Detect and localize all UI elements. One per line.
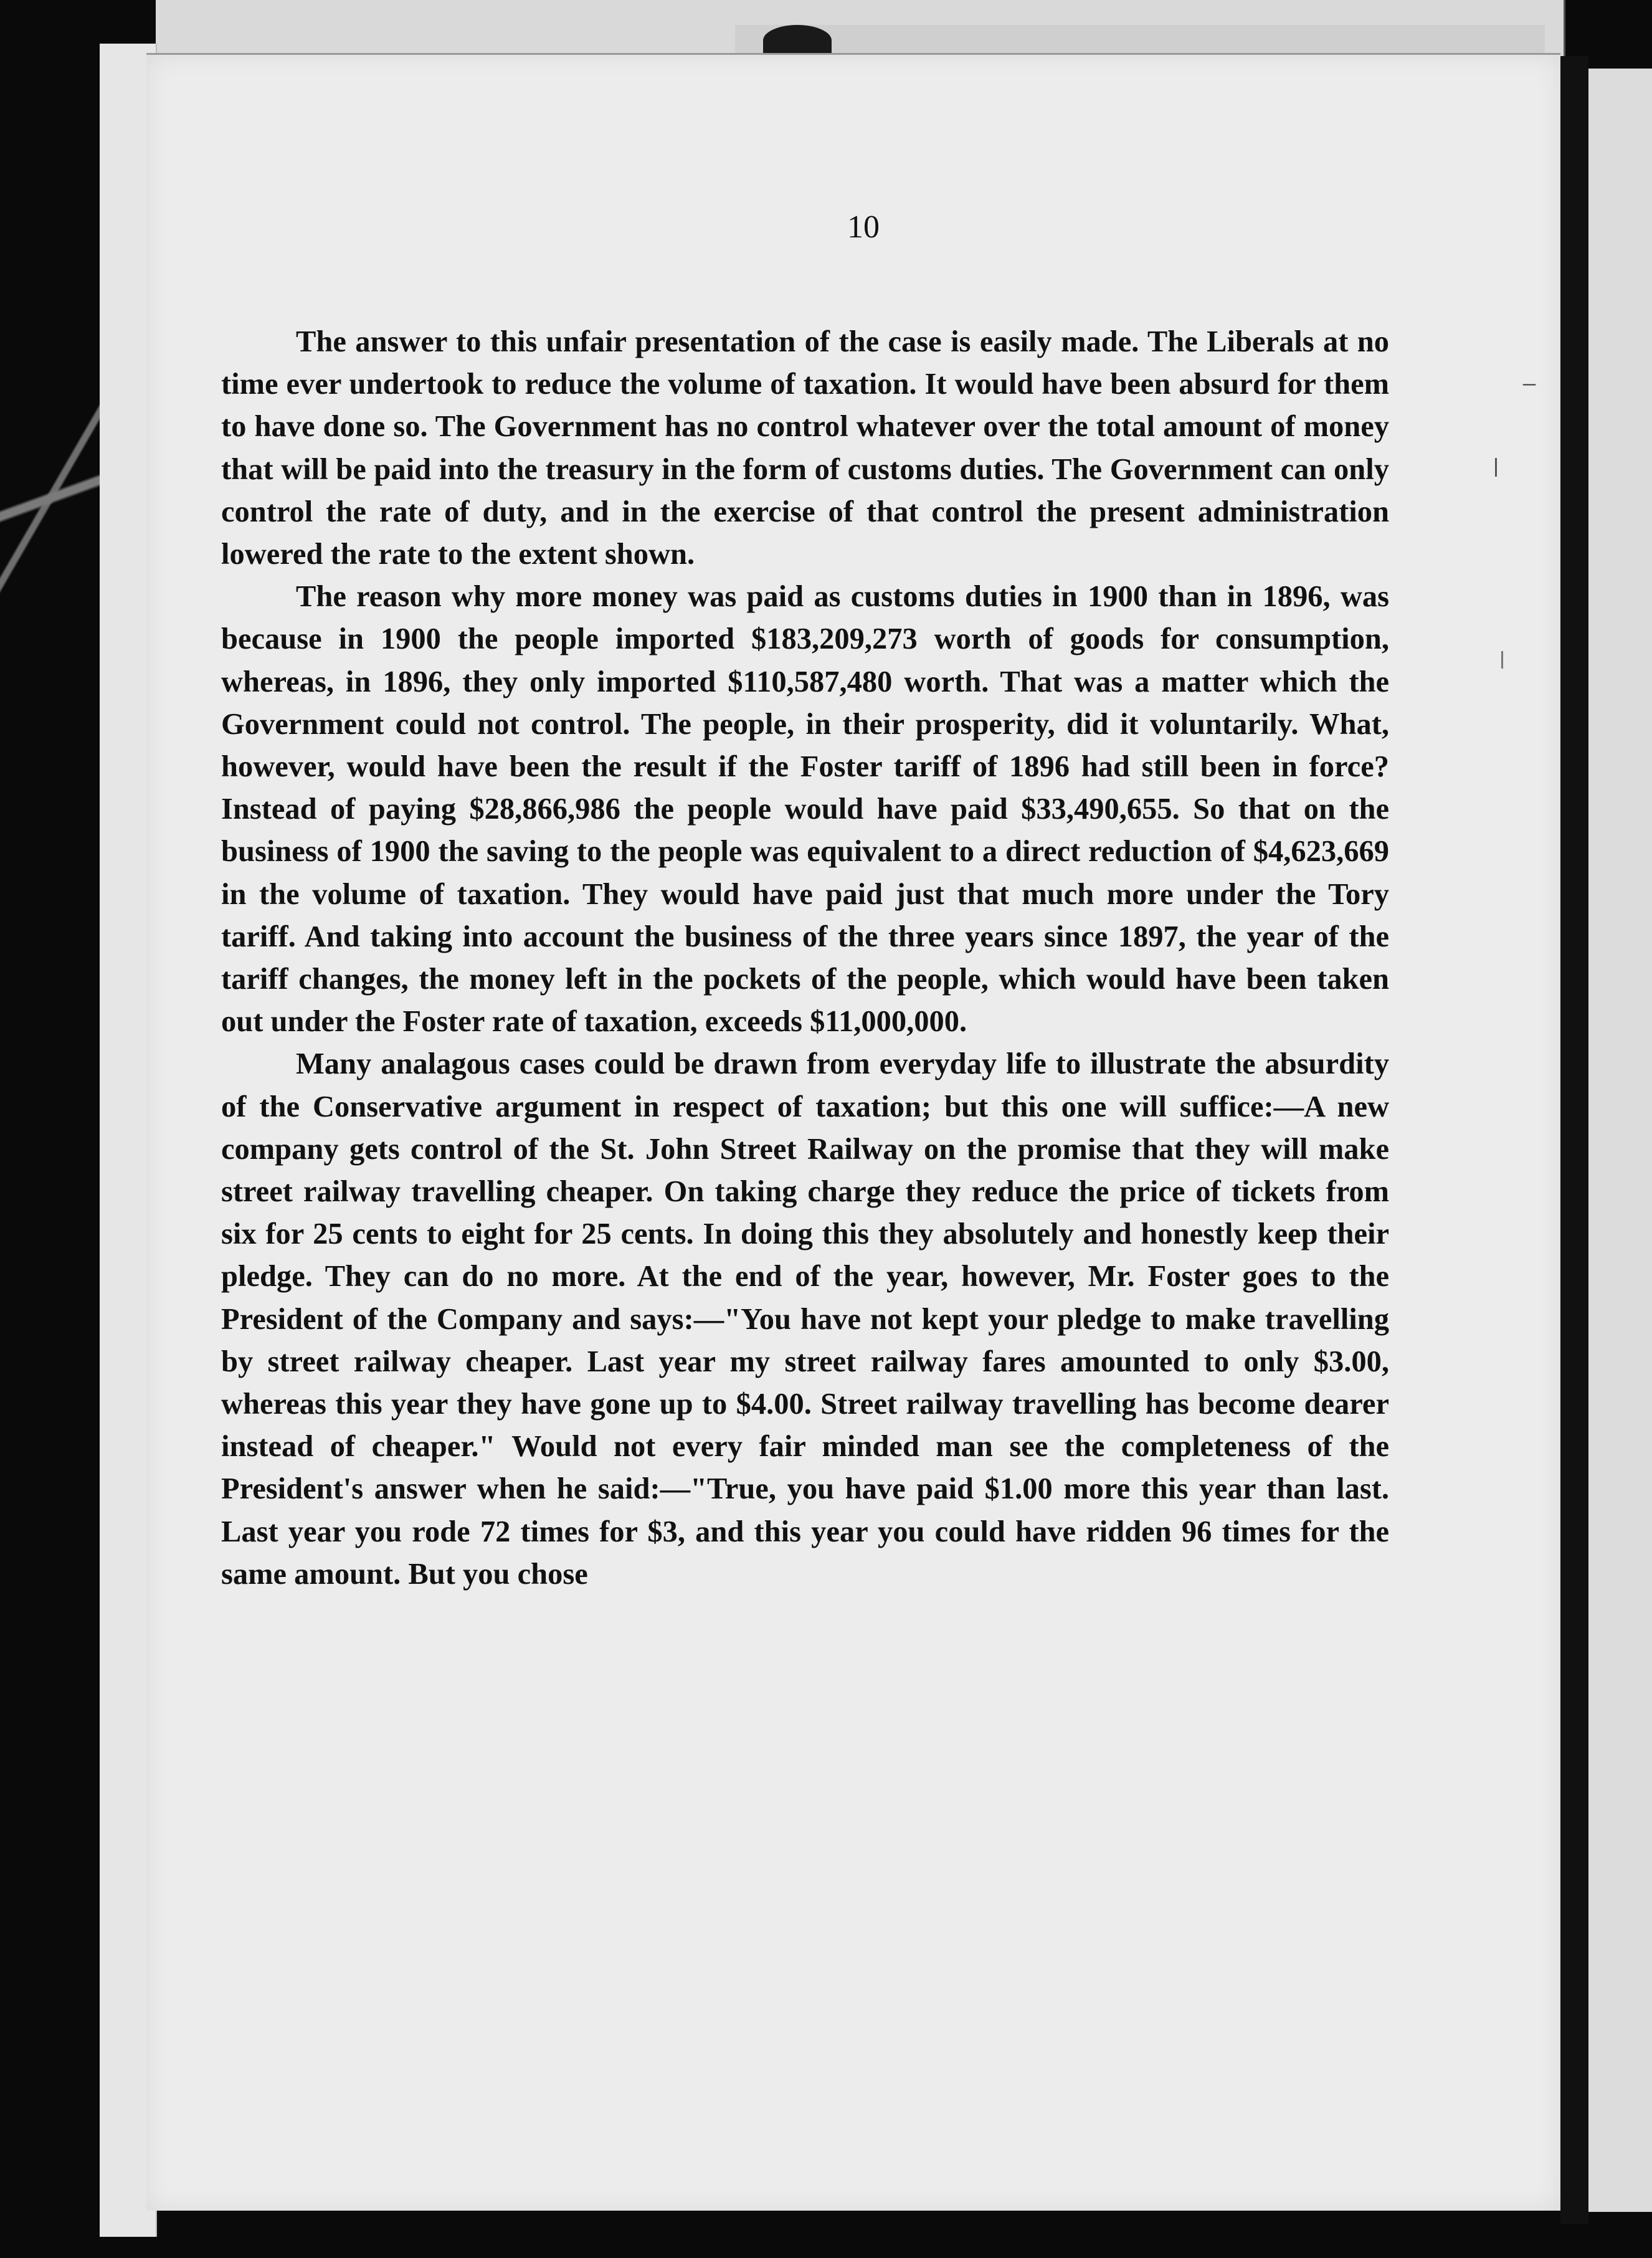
margin-mark: –: [1523, 368, 1536, 396]
page-number: 10: [847, 209, 880, 245]
paragraph-1: The answer to this unfair presentation of the case is easily made. The Liberals at no time ever undertook to reduce the volume of taxation. It would have been absurd for them to have done so. The Government has no control whatever over the total amount of money that will be paid into the treasury in the form of customs duties. The Government can only control the rate of duty, and in the exercise of that control the present administration lowered the rate to the extent shown.: [221, 325, 1389, 571]
paragraph-3: Many analagous cases could be drawn from everyday life to illustrate the absurdity of the Conservative argument in respect of taxation; but this one will suffice:—A new company gets control of the St. John Street Railway on the promise that they will make street railway travelling cheaper. On taking charge they reduce the price of tickets from six for 25 cents to eight for 25 cents. In doing this they absolutely and honestly keep their pledge. They can do no more. At the end of the year, however, Mr. Foster goes to the President of the Company and says:—"You have not kept your pledge to make travelling by street railway cheaper. Last year my street railway fares amounted to only $3.00, whereas this year they have gone up to $4.00. Street railway travelling has become dearer instead of cheaper." Would not every fair minded man see the completeness of the President's answer when he said:—"True, you have paid $1.00 more this year than last. Last year you rode 72 times for $3, and this year you could have ridden 96 times for the same amount. But you chose: [221, 1047, 1389, 1591]
paragraph-2: The reason why more money was paid as customs duties in 1900 than in 1896, was because in 1900 the people imported $183,209,273 worth of goods for consumption, whereas, in 1896, they only imported $110,587,480 worth. That was a matter which the Government could not control. The people, in their prosperity, did it voluntarily. What, however, would have been the result if the Foster tariff of 1896 had still been in force? Instead of paying $28,866,986 the people would have paid $33,490,655. So that on the business of 1900 the saving to the people was equivalent to a direct reduction of $4,623,669 in the volume of taxation. They would have paid just that much more under the Tory tariff. And taking into account the business of the three years since 1897, the year of the tariff changes, the money left in the pockets of the people, which would have been taken out under the Foster rate of taxation, exceeds $11,000,000.: [221, 580, 1389, 1039]
margin-tick: [1495, 458, 1497, 477]
margin-tick: [1501, 651, 1503, 669]
left-edge-marks: [0, 349, 100, 648]
body-text: [221, 321, 1389, 1596]
binding-shadow: [763, 25, 832, 56]
facing-page-edge: [1588, 69, 1652, 2212]
right-gutter-shadow: [1560, 56, 1588, 2224]
